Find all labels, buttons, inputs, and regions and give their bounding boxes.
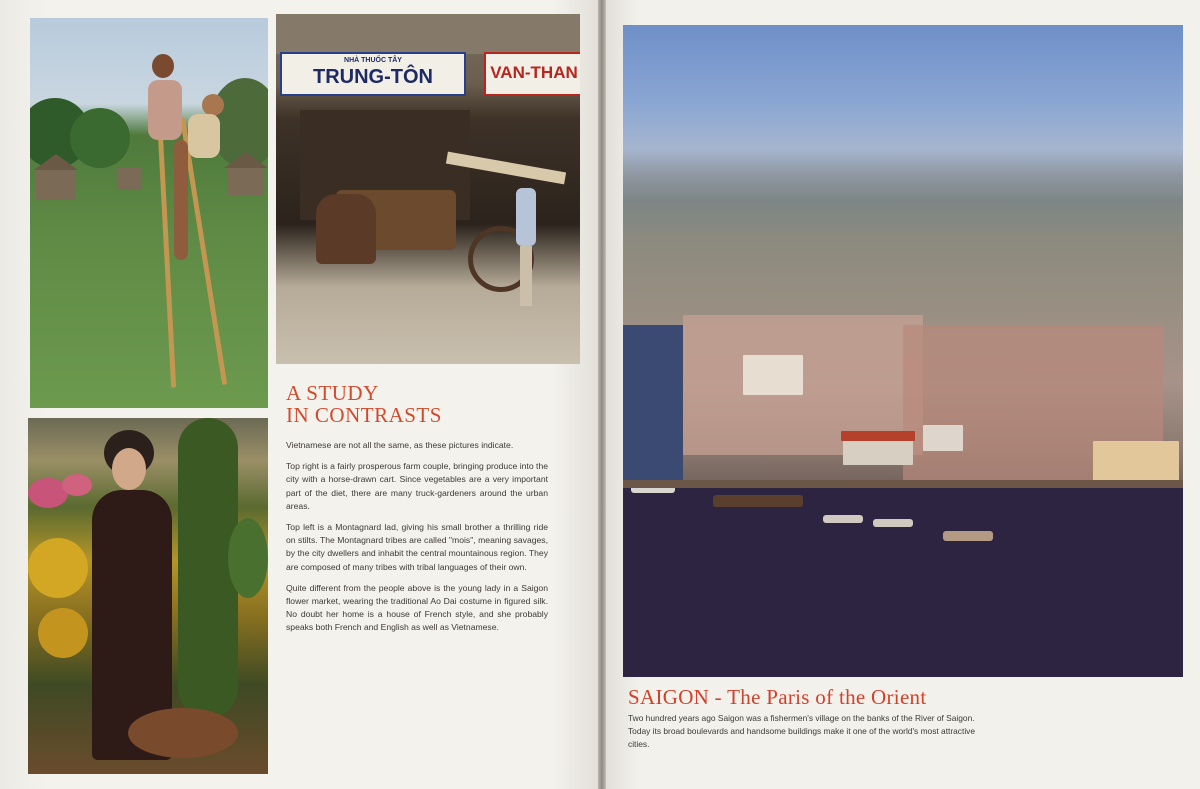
- hut-shape: [118, 168, 142, 190]
- headline: [286, 382, 566, 426]
- red-roof: [841, 431, 915, 441]
- photo-saigon-aerial: [623, 25, 1183, 677]
- paragraph: Top left is a Montagnard lad, giving his small brother a thrilling ride on stilts. The Montagnard tribes are called "mois", meaning savages, by the city dwellers and inhabit the central mountainous region. They are composed of many tribes with tribal languages of their own.: [286, 522, 548, 572]
- saigon-river: [623, 485, 1183, 677]
- lady-face: [112, 448, 146, 490]
- saigon-caption: Two hundred years ago Saigon was a fishermen's village on the banks of the River of Saigon. Today its broad boulevards and handsome buildings make it one of the world's most attractive cities.: [628, 713, 976, 749]
- farmer-legs: [520, 246, 532, 306]
- headline-line-2: IN CONTRASTS: [286, 403, 442, 427]
- sign-small-text: NHÀ THUỐC TÂY: [344, 57, 402, 64]
- farmer-figure: [516, 188, 536, 246]
- paragraph: Quite different from the people above is the young lady in a Saigon flower market, wearing the traditional Ao Dai costume in figured silk. No doubt her home is a house of French style, and she probably speaks both French and English as well as Vietnamese.: [286, 582, 548, 633]
- photo-flower-market-lady: [28, 418, 268, 774]
- hut-roof-shape: [224, 152, 268, 168]
- building-facade: [276, 14, 580, 54]
- boat-shape: [713, 495, 803, 507]
- flower-bunch: [38, 608, 88, 658]
- tree-shape: [70, 108, 130, 168]
- saigon-title: SAIGON - The Paris of the Orient: [628, 685, 927, 709]
- white-buildings: [923, 425, 963, 451]
- boy-body: [148, 80, 182, 140]
- page-gutter: [598, 0, 606, 789]
- boy-legs: [174, 140, 188, 260]
- boat-shape: [823, 515, 863, 523]
- sign-main-text: TRUNG-TÔN: [313, 66, 433, 88]
- boy-head: [152, 54, 174, 78]
- photo-montagnard-stilts: [30, 18, 268, 408]
- hut-shape: [228, 168, 264, 196]
- hut-shape: [36, 170, 76, 200]
- flower-pot: [128, 708, 238, 758]
- child-body: [188, 114, 220, 158]
- sign-van-than: [484, 52, 580, 96]
- plant-shape: [228, 518, 268, 598]
- headline-line-1: A STUDY: [286, 381, 379, 405]
- sign-side-text: VAN-THAN: [490, 63, 578, 82]
- photo-horse-cart-street: [276, 14, 580, 364]
- flower-bunch: [28, 538, 88, 598]
- article-body: [286, 439, 548, 643]
- canal-water: [623, 325, 683, 485]
- child-head: [202, 94, 224, 116]
- boat-shape: [943, 531, 993, 541]
- paragraph: Top right is a fairly prosperous farm couple, bringing produce into the city with a horse-drawn cart. Since vegetables are a very important part of the diet, there are many truck-gardeners around the urban areas.: [286, 461, 548, 511]
- sign-trung-ton: [280, 52, 466, 96]
- horse-shape: [316, 194, 376, 264]
- white-buildings: [743, 355, 803, 395]
- hut-roof-shape: [34, 154, 78, 170]
- flower-bunch: [62, 474, 92, 496]
- boat-shape: [873, 519, 913, 527]
- riverbank: [623, 480, 1183, 488]
- paragraph: Vietnamese are not all the same, as these pictures indicate.: [286, 440, 514, 450]
